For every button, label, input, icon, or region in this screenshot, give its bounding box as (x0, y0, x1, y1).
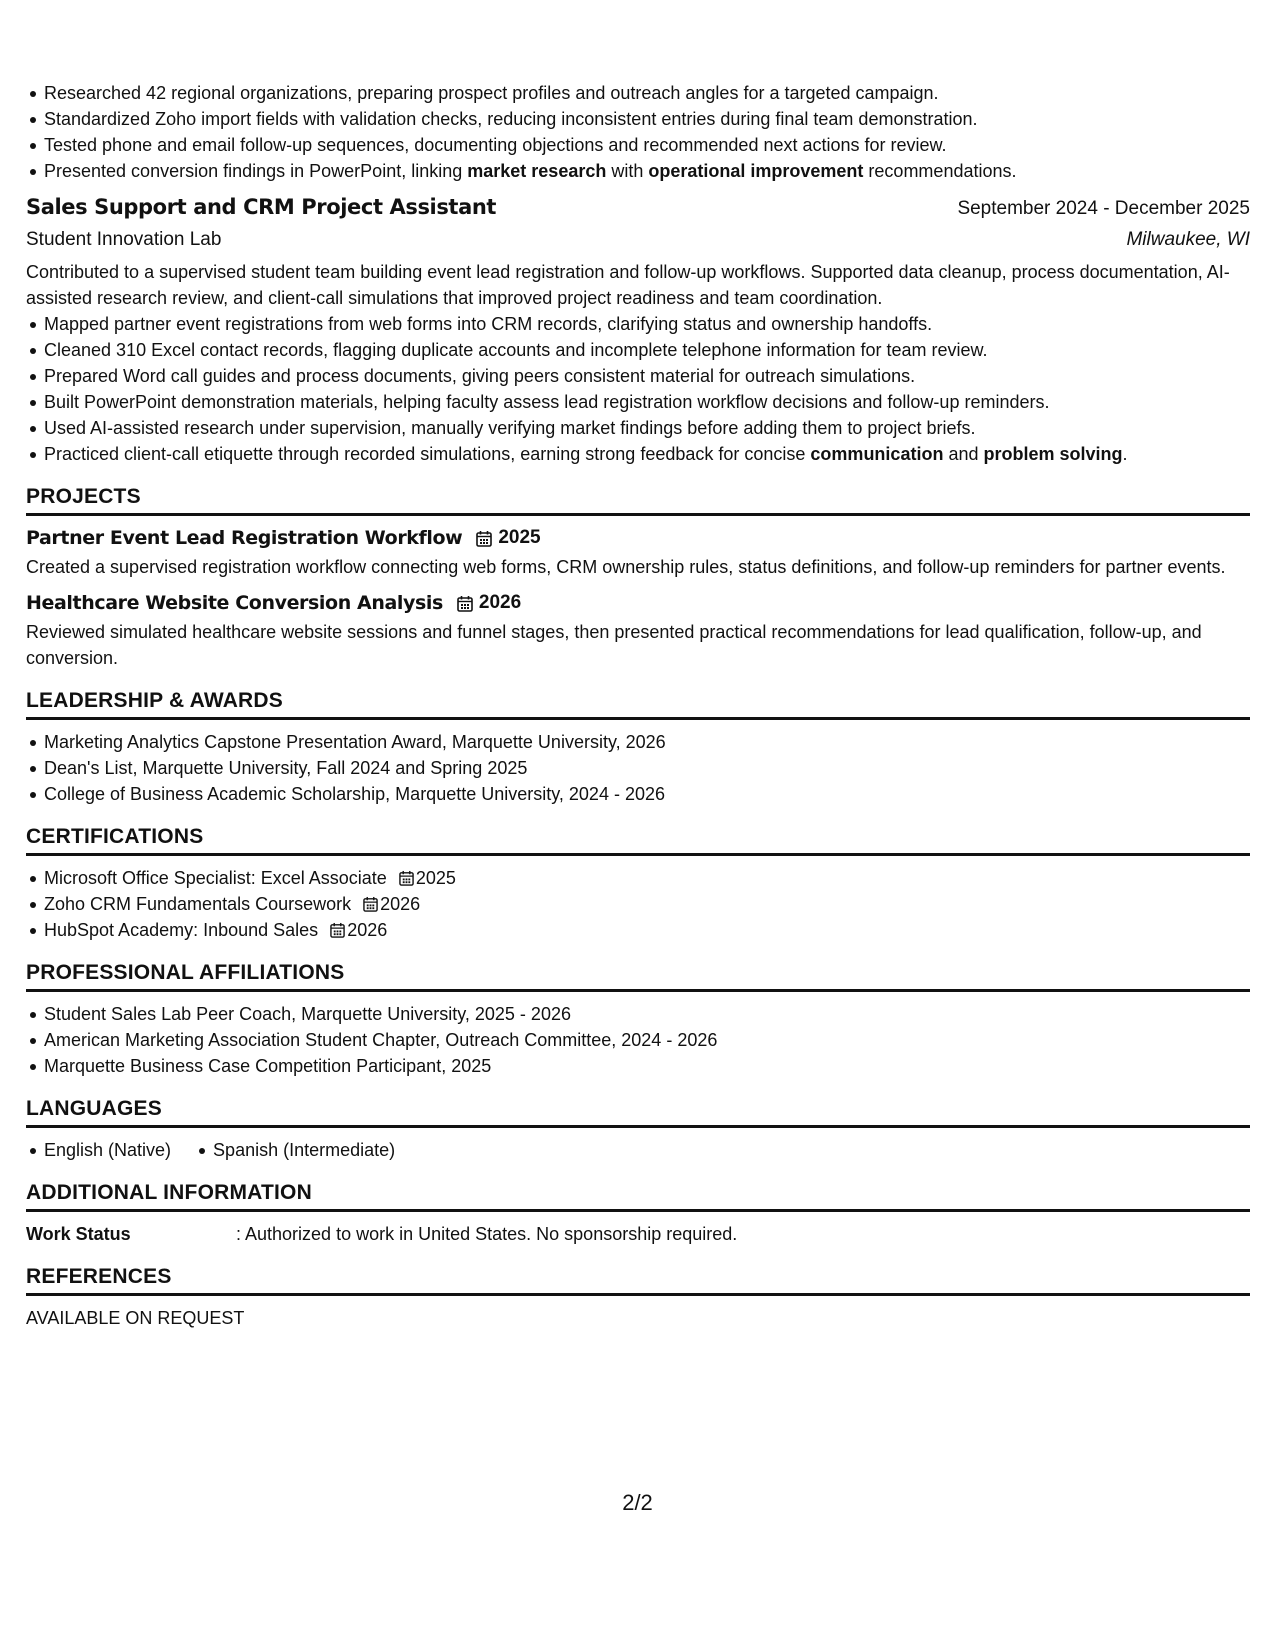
list-item: English (Native) (26, 1137, 171, 1163)
bullet-text: and (943, 444, 984, 464)
calendar-icon (363, 896, 378, 912)
list-item: Standardized Zoho import fields with validation checks, reducing inconsistent entries during final team demonstration. (26, 106, 1250, 132)
project-year: 2026 (478, 592, 522, 613)
page-number: 2/2 (622, 1490, 653, 1515)
calendar-icon (399, 870, 414, 886)
section-title-languages: LANGUAGES (26, 1096, 1250, 1128)
job-dates: September 2024 - December 2025 (957, 198, 1250, 219)
references-text: AVAILABLE ON REQUEST (26, 1308, 245, 1328)
bullet-text: Practiced client-call etiquette through recorded simulations, earning strong feedback for concise (44, 444, 811, 464)
calendar-icon (476, 530, 492, 547)
list-item: Marquette Business Case Competition Participant, 2025 (26, 1053, 1250, 1079)
section-title-references: REFERENCES (26, 1264, 1250, 1296)
list-item: Spanish (Intermediate) (195, 1137, 395, 1163)
calendar-icon (457, 595, 473, 612)
bullet-text: Presented conversion findings in PowerPoint, linking (44, 161, 468, 181)
bold-keyword: operational improvement (648, 161, 864, 181)
list-item: Prepared Word call guides and process documents, giving peers consistent material for outreach simulations. (26, 363, 1250, 389)
job-subheader (26, 227, 1250, 253)
list-item (26, 441, 1250, 467)
languages-list (26, 1137, 1250, 1163)
list-item: Mapped partner event registrations from web forms into CRM records, clarifying status and ownership handoffs. (26, 311, 1250, 337)
list-item (26, 865, 1250, 891)
section-title-additional-information: ADDITIONAL INFORMATION (26, 1180, 1250, 1212)
project-description: Reviewed simulated healthcare website sessions and funnel stages, then presented practical recommendations for lead qualification, follow-up, and conversion. (26, 622, 1202, 668)
list-item (26, 917, 1250, 943)
list-item: Student Sales Lab Peer Coach, Marquette University, 2025 - 2026 (26, 1001, 1250, 1027)
bold-keyword: problem solving (983, 444, 1123, 464)
certification-year: 2025 (415, 868, 456, 888)
list-item: Tested phone and email follow-up sequences, documenting objections and recommended next actions for review. (26, 132, 1250, 158)
section-title-awards: LEADERSHIP & AWARDS (26, 688, 1250, 720)
certification-name: HubSpot Academy: Inbound Sales (44, 920, 319, 940)
list-item: Researched 42 regional organizations, preparing prospect profiles and outreach angles for a targeted campaign. (26, 80, 1250, 106)
bold-keyword: communication (810, 444, 944, 464)
list-item: Dean's List, Marquette University, Fall 2024 and Spring 2025 (26, 755, 1250, 781)
project-title: Healthcare Website Conversion Analysis (26, 592, 443, 614)
affiliations-list (26, 1001, 1250, 1079)
job-organization: Student Innovation Lab (26, 229, 222, 250)
project-year: 2025 (498, 527, 541, 548)
certifications-list (26, 865, 1250, 943)
section-title-certifications: CERTIFICATIONS (26, 824, 1250, 856)
calendar-icon (330, 922, 345, 938)
list-item: American Marketing Association Student Chapter, Outreach Committee, 2024 - 2026 (26, 1027, 1250, 1053)
list-item: Used AI-assisted research under supervision, manually verifying market findings before adding them to project briefs. (26, 415, 1250, 441)
list-item: Cleaned 310 Excel contact records, flagging duplicate accounts and incomplete telephone information for team review. (26, 337, 1250, 363)
bold-keyword: market research (467, 161, 607, 181)
certification-year: 2026 (347, 920, 388, 940)
list-item: Marketing Analytics Capstone Presentation Award, Marquette University, 2026 (26, 729, 1250, 755)
list-item: Built PowerPoint demonstration materials, helping faculty assess lead registration workflow decisions and follow-up reminders. (26, 389, 1250, 415)
certification-name: Microsoft Office Specialist: Excel Associate (44, 868, 387, 888)
bullet-text: . (1122, 444, 1128, 464)
work-status-label: Work Status (26, 1224, 131, 1244)
resume-page-2 (26, 80, 1250, 1331)
work-status-value: : Authorized to work in United States. No sponsorship required. (236, 1224, 738, 1244)
certification-year: 2026 (380, 894, 421, 914)
job-bullets (26, 311, 1250, 467)
list-item (26, 158, 1250, 184)
list-item: College of Business Academic Scholarship, Marquette University, 2024 - 2026 (26, 781, 1250, 807)
previous-job-bullets (26, 80, 1250, 184)
bullet-text: recommendations. (863, 161, 1017, 181)
job-header (26, 194, 1250, 222)
job-title: Sales Support and CRM Project Assistant (26, 195, 497, 219)
section-title-affiliations: PROFESSIONAL AFFILIATIONS (26, 960, 1250, 992)
list-item (26, 891, 1250, 917)
project-title: Partner Event Lead Registration Workflow (26, 527, 463, 549)
job-summary: Contributed to a supervised student team building event lead registration and follow-up workflows. Supported data cleanup, process documentation, AI-assisted research review, and client-call simulations that improved project readiness and team coordination. (26, 262, 1230, 308)
certification-name: Zoho CRM Fundamentals Coursework (44, 894, 352, 914)
awards-list (26, 729, 1250, 807)
section-title-projects: PROJECTS (26, 484, 1250, 516)
project-title-row (26, 525, 1250, 551)
project-title-row (26, 590, 1250, 616)
job-location: Milwaukee, WI (1126, 229, 1250, 250)
bullet-text: with (606, 161, 649, 181)
work-status-row (26, 1221, 1250, 1247)
project-description: Created a supervised registration workflow connecting web forms, CRM ownership rules, status definitions, and follow-up reminders for partner events. (26, 557, 1226, 577)
